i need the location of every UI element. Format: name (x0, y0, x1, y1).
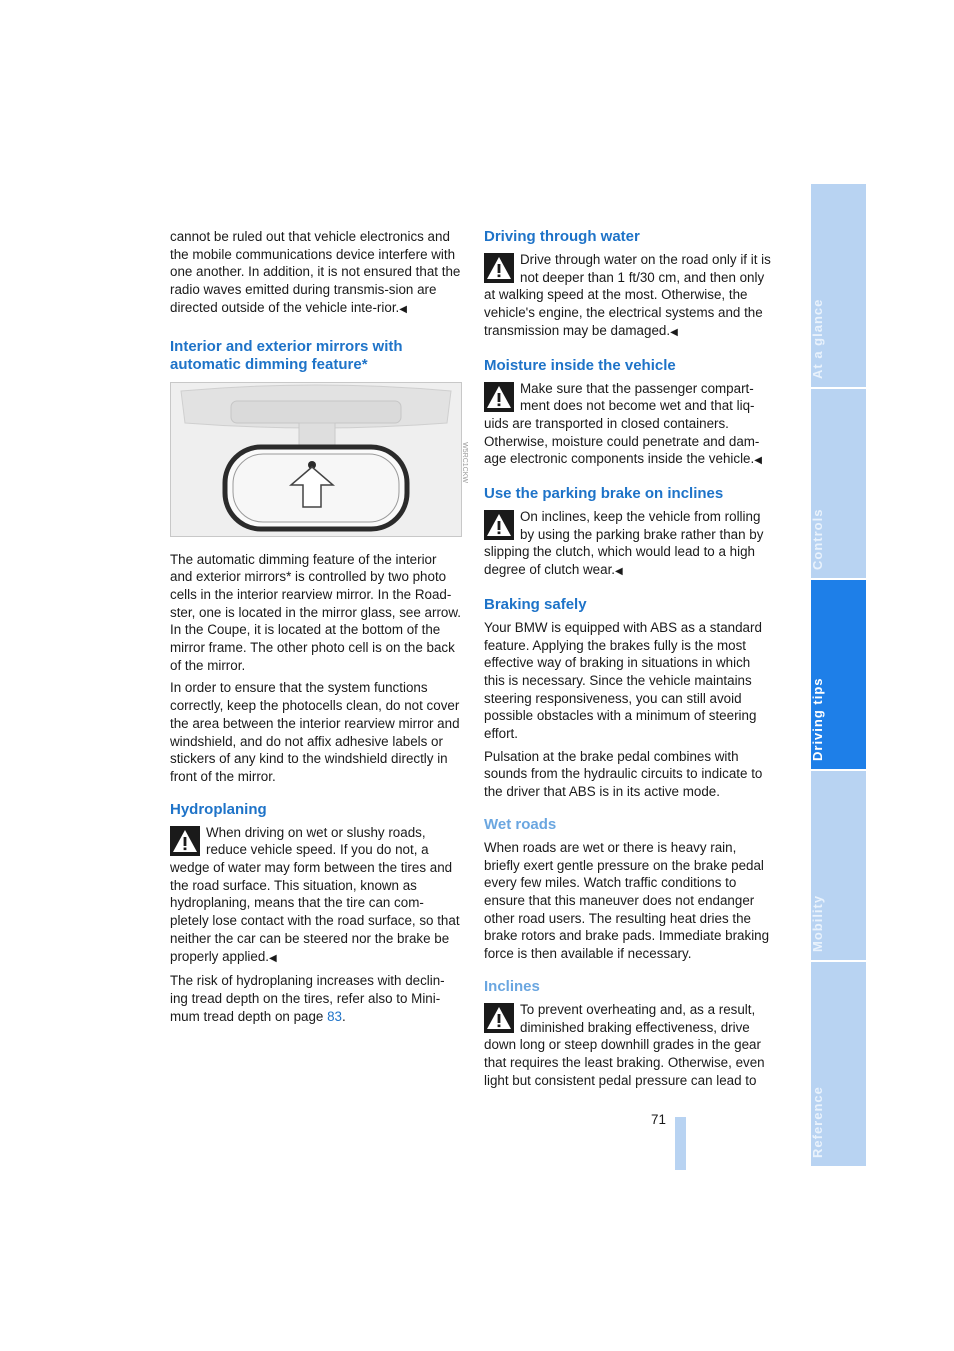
wet-roads-paragraph: When roads are wet or there is heavy rain, briefly exert gentle pressure on the brake pedal every few miles. Watch traffic conditions to ensure that this maneuver does not endanger other road users. The resulting heat dries the brake rotors and brake pads. Immediate braking force is then available if necessary. (484, 839, 770, 962)
tab-controls[interactable] (811, 389, 866, 578)
end-mark: ◀ (754, 455, 762, 467)
mirrors-heading: Interior and exterior mirrors with automatic dimming feature* (170, 337, 403, 373)
hydroplaning-paragraph: The risk of hydroplaning increases with declin-ing tread depth on the tires, refer also to Mini-mum tread depth on page 83. (170, 973, 445, 1024)
mirror-figure (170, 382, 468, 537)
mirrors-paragraph-2: In order to ensure that the system functions correctly, keep the photocells clean, do not cover the area between the interior rearview mirror and windshield, and do not affix adhesive labels or stickers of any kind to the windshield directly in front of the mirror. (170, 680, 460, 784)
left-column (170, 228, 468, 1030)
warning-triangle-icon (484, 382, 514, 412)
braking-heading: Braking safely (484, 595, 587, 613)
tab-reference[interactable] (811, 962, 866, 1166)
parking-brake-warning: On inclines, keep the vehicle from rolling by using the parking brake rather than by slipping the clutch, which would lead to a high degree of clutch wear.◀ (484, 509, 764, 578)
mirrors-paragraph-1: The automatic dimming feature of the interior and exterior mirrors* is controlled by two photo cells in the interior rearview mirror. In the Road-ster, one is located in the mirror glass, see arrow. In the Coupe, it is located at the bottom of the mirror frame. The other photo cell is on the back of the mirror. (170, 551, 462, 673)
water-heading: Driving through water (484, 228, 640, 245)
intro-paragraph: cannot be ruled out that vehicle electronics and the mobile communications device interfere with one another. In addition, it is not ensured that the radio waves emitted during transmis-sion are directed outside of the vehicle inte-rior.◀ (170, 229, 461, 315)
tab-mobility[interactable] (811, 771, 866, 960)
warning-triangle-icon (484, 253, 514, 283)
rearview-mirror-illustration (171, 383, 461, 536)
tab-label: Driving tips (810, 677, 825, 761)
tab-label: At a glance (810, 298, 825, 379)
parking-brake-heading: Use the parking brake on inclines (484, 485, 724, 503)
end-mark: ◀ (269, 952, 277, 964)
tab-label: Mobility (810, 894, 825, 952)
warning-triangle-icon (484, 1003, 514, 1033)
moisture-heading: Moisture inside the vehicle (484, 356, 676, 374)
wet-roads-heading: Wet roads (484, 815, 557, 833)
end-mark: ◀ (615, 566, 623, 578)
right-column (484, 228, 774, 1094)
hydroplaning-warning: When driving on wet or slushy roads, reduce vehicle speed. If you do not, a wedge of water may form between the tires and the road surface. This situation, known as hydroplaning, means that the tire can com-pletely lose contact with the road surface, so that neither the car can be steered nor the brake be properly applied.◀ (170, 824, 460, 964)
end-mark: ◀ (399, 303, 407, 315)
tab-label: Reference (810, 1086, 825, 1158)
warning-triangle-icon (484, 510, 514, 540)
hydroplaning-heading: Hydroplaning (170, 800, 267, 818)
moisture-warning: Make sure that the passenger compart-ment does not become wet and that liq-uids are transported in closed containers. Otherwise, moisture could penetrate and dam-age electronic components inside the vehicle.◀ (484, 380, 762, 467)
tab-driving-tips[interactable] (811, 580, 866, 769)
figure-code: W5RC1CKW (461, 441, 468, 483)
end-mark: ◀ (670, 326, 678, 338)
page-number: 71 (651, 1112, 666, 1127)
inclines-heading: Inclines (484, 977, 540, 995)
braking-paragraph-1: Your BMW is equipped with ABS as a standard feature. Applying the brakes fully is the most effective way of braking in situations in which this is necessary. Since the vehicle maintains steering responsiveness, you can still avoid possible obstacles with a minimum of steering effort. (484, 619, 762, 742)
tab-at-a-glance[interactable] (811, 184, 866, 387)
braking-paragraph-2: Pulsation at the brake pedal combines with sounds from the hydraulic circuits to indicate to the driver that ABS is in its active mode. (484, 748, 763, 800)
inclines-warning: To prevent overheating and, as a result, diminished braking effectiveness, drive down long or steep downhill grades in the gear that requires the least braking. Otherwise, even light but consistent pedal pressure can lead to (484, 1001, 765, 1088)
section-tabs (811, 184, 866, 1166)
page-number-bar (675, 1117, 686, 1170)
water-warning: Drive through water on the road only if it is not deeper than 1 ft/30 cm, and then only at walking speed at the most. Otherwise, the vehicle's engine, the electrical systems and the transmission may be damaged.◀ (484, 252, 771, 338)
page-83-link[interactable]: 83 (327, 1008, 342, 1024)
warning-triangle-icon (170, 826, 200, 856)
tab-label: Controls (810, 508, 825, 570)
